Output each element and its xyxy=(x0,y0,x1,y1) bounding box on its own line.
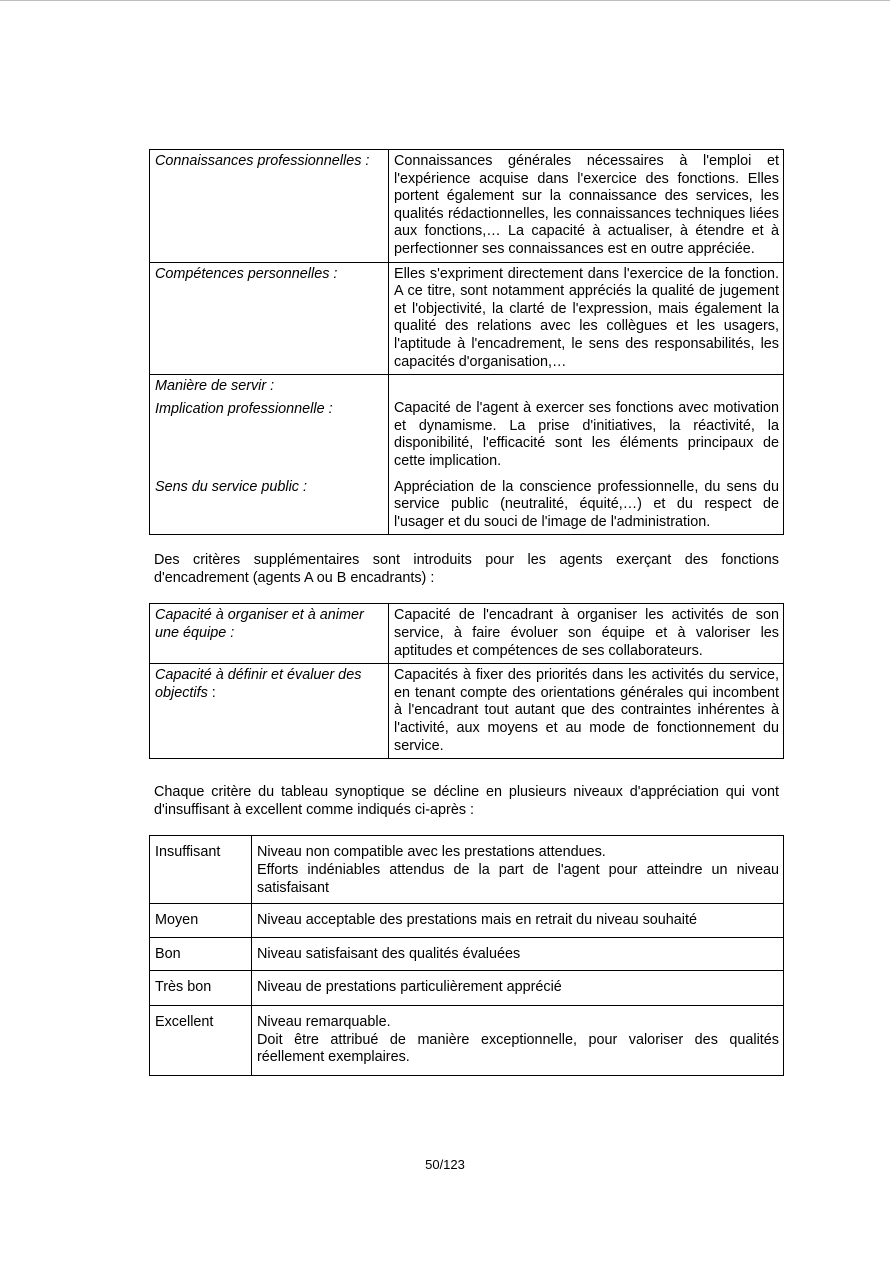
level-description-line: Niveau remarquable. xyxy=(257,1013,391,1030)
table-row xyxy=(150,375,784,535)
level-description xyxy=(252,836,784,904)
level-name: Moyen xyxy=(150,904,252,938)
level-name: Excellent xyxy=(150,1005,252,1075)
table-row xyxy=(150,150,784,263)
management-criteria-table xyxy=(149,603,784,759)
level-description-line: Doit être attribué de manière exceptionnelle, pour valoriser des qualités réellement exemplaires. xyxy=(257,1031,779,1066)
criterion-label-text: Capacité à définir et évaluer des objectifs xyxy=(155,667,362,701)
table-row xyxy=(150,971,784,1006)
level-description xyxy=(252,1005,784,1075)
criterion-description: Elles s'expriment directement dans l'exercice de la fonction. A ce titre, sont notamment appréciés la qualité de jugement et l'objectivité, la clarté de l'expression, mais également la qualité des relations avec les collègues et les usagers, l'aptitude à l'encadrement, le sens des responsabilités, les capacités d'organisation,… xyxy=(389,262,784,375)
table-row xyxy=(150,904,784,938)
level-description: Niveau de prestations particulièrement apprécié xyxy=(252,971,784,1006)
criterion-description: Capacité de l'agent à exercer ses fonctions avec motivation et dynamisme. La prise d'initiatives, la réactivité, la disponibilité, l'efficacité sont les éléments principaux de cette implication. xyxy=(394,400,779,469)
table-row xyxy=(150,836,784,904)
criteria-table xyxy=(149,149,784,535)
criterion-label: Compétences personnelles : xyxy=(150,262,389,375)
table-row xyxy=(150,664,784,759)
criterion-description-group xyxy=(389,375,784,535)
criterion-label-colon: : xyxy=(207,684,216,701)
page-number: 50/123 xyxy=(425,1157,465,1172)
level-description: Niveau satisfaisant des qualités évaluées xyxy=(252,937,784,971)
criterion-sub-label: Sens du service public : xyxy=(155,479,307,496)
level-description-line: Niveau non compatible avec les prestations attendues. xyxy=(257,844,606,861)
criterion-label-group xyxy=(150,375,389,535)
criterion-description: Appréciation de la conscience professionnelle, du sens du service public (neutralité, équité,…) et du respect de l'usager et du souci de l'image de l'administration. xyxy=(394,478,779,530)
level-description-line: Efforts indéniables attendus de la part de l'agent pour atteindre un niveau satisfaisant xyxy=(257,862,779,896)
top-border-line xyxy=(0,0,890,1)
table-row xyxy=(150,937,784,971)
document-page xyxy=(149,149,784,1076)
level-description: Niveau acceptable des prestations mais en retrait du niveau souhaité xyxy=(252,904,784,938)
criterion-group-label: Manière de servir : xyxy=(155,378,275,395)
paragraph-levels-intro: Chaque critère du tableau synoptique se décline en plusieurs niveaux d'appréciation qui vont d'insuffisant à excellent comme indiqués ci-après : xyxy=(154,784,779,818)
criterion-label xyxy=(150,664,389,759)
table-row xyxy=(150,262,784,375)
table-row xyxy=(150,1005,784,1075)
level-name: Insuffisant xyxy=(150,836,252,904)
level-name: Bon xyxy=(150,937,252,971)
level-name: Très bon xyxy=(150,971,252,1006)
table-row xyxy=(150,604,784,664)
criterion-description: Capacité de l'encadrant à organiser les activités de son service, à faire évoluer son équipe et à valoriser les aptitudes et compétences de ses collaborateurs. xyxy=(389,604,784,664)
levels-table xyxy=(149,835,784,1075)
paragraph-supplementary-criteria: Des critères supplémentaires sont introduits pour les agents exerçant des fonctions d'encadrement (agents A ou B encadrants) : xyxy=(154,552,779,586)
criterion-sub-label: Implication professionnelle : xyxy=(155,400,333,417)
criterion-description: Connaissances générales nécessaires à l'emploi et l'expérience acquise dans l'exercice des fonctions. Elles portent également sur la connaissance des services, les qualités rédactionnelles, les connaissances techniques liées aux fonctions,… La capacité à actualiser, à étendre et à perfectionner ses connaissances est en outre appréciée. xyxy=(389,150,784,263)
criterion-label: Capacité à organiser et à animer une équipe : xyxy=(150,604,389,664)
criterion-label: Connaissances professionnelles : xyxy=(150,150,389,263)
criterion-description: Capacités à fixer des priorités dans les activités du service, en tenant compte des orientations générales qui incombent à l'encadrant tout autant que des contraintes inhérentes à l'activité, aux moyens et au mode de fonctionnement du service. xyxy=(389,664,784,759)
